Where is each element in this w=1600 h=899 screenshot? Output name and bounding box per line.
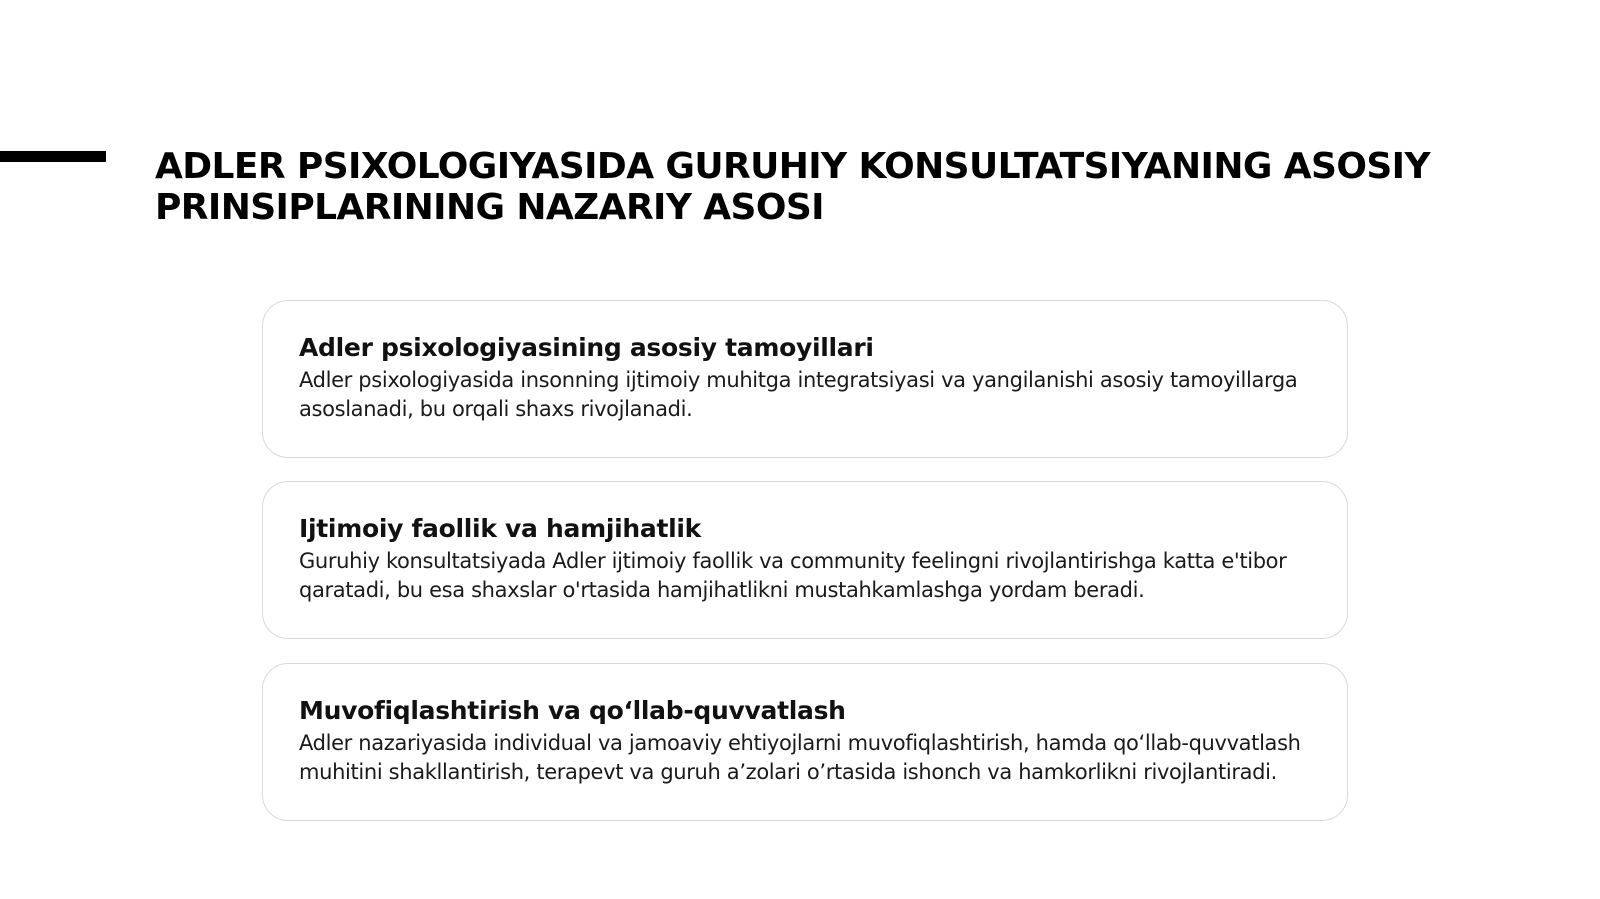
principle-card-2 — [262, 481, 1348, 639]
card-body: Guruhiy konsultatsiyada Adler ijtimoiy faollik va community feelingni rivojlantirishga katta e'tibor qaratadi, bu esa shaxslar o'rtasida hamjihatlikni mustahkamlashga yordam beradi. — [299, 549, 1287, 602]
card-heading: Adler psixologiyasining asosiy tamoyillari — [299, 333, 874, 362]
card-body: Adler nazariyasida individual va jamoaviy ehtiyojlarni muvofiqlashtirish, hamda qo‘llab-quvvatlash muhitini shakllantirish, terapevt va guruh a’zolari o’rtasida ishonch va hamkorlikni rivojlantiradi. — [299, 731, 1301, 784]
slide-title: ADLER PSIXOLOGIYASIDA GURUHIY KONSULTATSIYANING ASOSIY PRINSIPLARINING NAZARIY ASOSI — [155, 146, 1430, 228]
card-heading: Ijtimoiy faollik va hamjihatlik — [299, 514, 701, 543]
principle-card-1 — [262, 300, 1348, 458]
principle-card-3 — [262, 663, 1348, 821]
card-body: Adler psixologiyasida insonning ijtimoiy muhitga integratsiyasi va yangilanishi asosiy tamoyillarga asoslanadi, bu orqali shaxs rivojlanadi. — [299, 368, 1298, 421]
card-heading: Muvofiqlashtirish va qo‘llab-quvvatlash — [299, 696, 846, 725]
title-accent-bar — [0, 151, 106, 162]
